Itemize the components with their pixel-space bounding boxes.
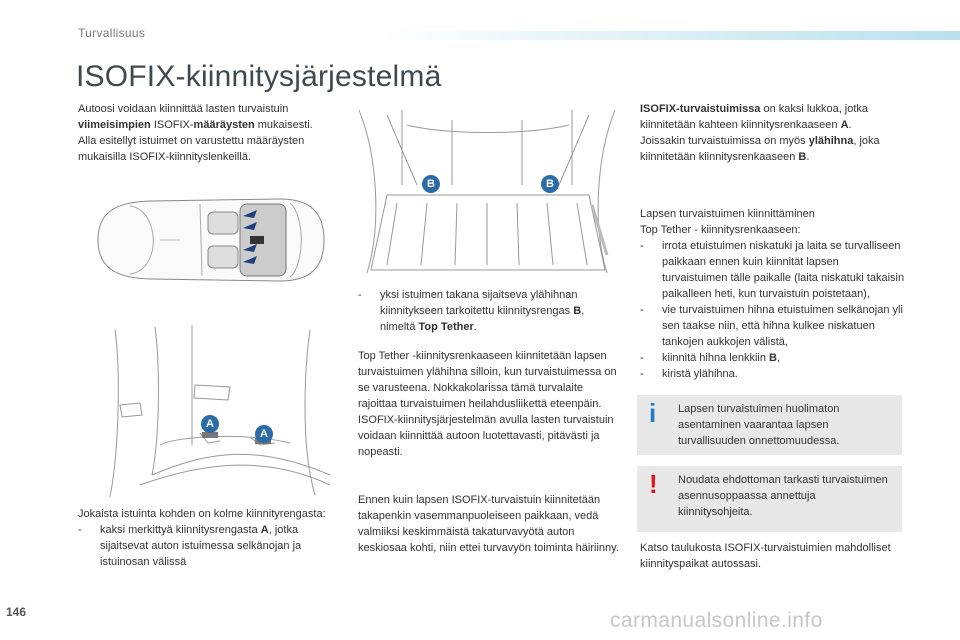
warning-icon: !	[649, 469, 658, 499]
procedure-step-4: - kiristä ylähihna.	[640, 368, 738, 380]
anchor-b-label-2: B	[546, 178, 554, 190]
procedure-step-3: - kiinnitä hihna lenkkiin B,	[640, 352, 781, 364]
page-number: 146	[6, 605, 27, 619]
anchor-a-label-2: A	[260, 428, 268, 440]
warning-note: ! Noudata ehdottoman tarkasti turvaistuimen asennusoppaassa annettuja kiinnitysohjeita.	[637, 466, 902, 532]
procedure-step-2: - vie turvaistuimen hihna etuistuimen selkänojan yli sen taakse niin, että hihna kulkee niskatuen tankojen aukkojen välistä,	[640, 304, 903, 348]
car-top-view-figure	[90, 190, 330, 290]
isofix-seats-paragraph: ISOFIX-turvaistuimissa on kaksi lukkoa, jotka kiinnitetään kahteen kiinnitysrenkaaseen A. Joissakin turvaistuimissa on myös ylähihna, joka kiinnitetään kiinnitysrenkaaseen B.	[640, 103, 880, 163]
procedure-list: Lapsen turvaistuimen kiinnittäminen Top Tether - kiinnitysrenkaaseen: - irrota etuistuimen niskatuki ja laita se turvalliseen paikkaan ennen kuin kiinnität lapsen turvaistuimen tälle paikalle (laita niskatuki takaisin paikalleen heti, kun turvaistuin poistetaan), - vie turvaistuimen hihna etuistuimen selkänojan yli sen taakse niin, että hihna kulkee niskatuen tankojen aukkojen välistä, - kiinnitä hihna lenkkiin B, - kiristä ylähihna.	[640, 208, 905, 380]
info-icon: i	[649, 398, 657, 428]
rear-seat-anchors-figure	[100, 325, 335, 500]
rings-intro: Jokaista istuinta kohden on kolme kiinnityrengasta: - kaksi merkittyä kiinnitysrengasta A, jotka sijaitsevat auton istuimessa selkänojan ja istuinosan välissä	[78, 506, 340, 570]
tether-paragraph: Top Tether -kiinnitysrenkaaseen kiinnitetään lapsen turvaistuimen ylähihna silloin, kun turvaistuimessa on se varusteena. Nokkakolarissa tämä turvalaite rajoittaa turvaistuimen heilahdusliikettä eteenpäin. ISOFIX-kiinnitysjärjestelmän avulla lasten turvaistuin voidaan kiinnittää autoon luotettavasti, pitävästi ja nopeasti.	[358, 350, 617, 458]
header-accent-bar	[380, 31, 960, 40]
section-label: Turvallisuus	[78, 26, 146, 40]
procedure-step-1: - irrota etuistuimen niskatuki ja laita se turvalliseen paikkaan ennen kuin kiinnität lapsen turvaistuimen tälle paikalle (laita niskatuki takaisin paikalleen heti, kun turvaistuin poistetaan),	[640, 240, 905, 300]
info-note: i Lapsen turvaistuimen huolimaton asentaminen vaarantaa lapsen turvallisuuden onnettomuudessa.	[637, 395, 902, 455]
trunk-anchors-figure	[357, 105, 619, 275]
watermark: carmanualsonline.info	[610, 609, 823, 632]
anchor-a-label-1: A	[206, 418, 214, 430]
ring-a-item: - kaksi merkittyä kiinnitysrengasta A, jotka sijaitsevat auton istuimessa selkänojan ja istuinosan välissä	[78, 524, 302, 568]
anchor-b-label-1: B	[427, 178, 435, 190]
footer-paragraph: Katso taulukosta ISOFIX-turvaistuimien mahdolliset kiinnityspaikat autossasi.	[640, 542, 891, 570]
page-title: ISOFIX-kiinnitysjärjestelmä	[76, 60, 442, 93]
ring-b-item: - yksi istuimen takana sijaitseva ylähihnan kiinnitykseen tarkoitettu kiinnitysrengas B, nimeltä Top Tether.	[358, 289, 585, 333]
intro-paragraph: Autoosi voidaan kiinnittää lasten turvaistuin viimeisimpien ISOFIX-määräysten mukaisesti. Alla esitellyt istuimet on varustettu määräysten mukaisilla ISOFIX-kiinnityslenkeillä.	[78, 103, 313, 163]
before-install-paragraph: Ennen kuin lapsen ISOFIX-turvaistuin kiinnitetään takapenkin vasemmanpuoleiseen paikkaan, vedä valmiiksi keskimmäistä takaturvavyötä auton keskiosaa kohti, niin ettei turvavyön toiminta häiriinny.	[358, 494, 619, 554]
